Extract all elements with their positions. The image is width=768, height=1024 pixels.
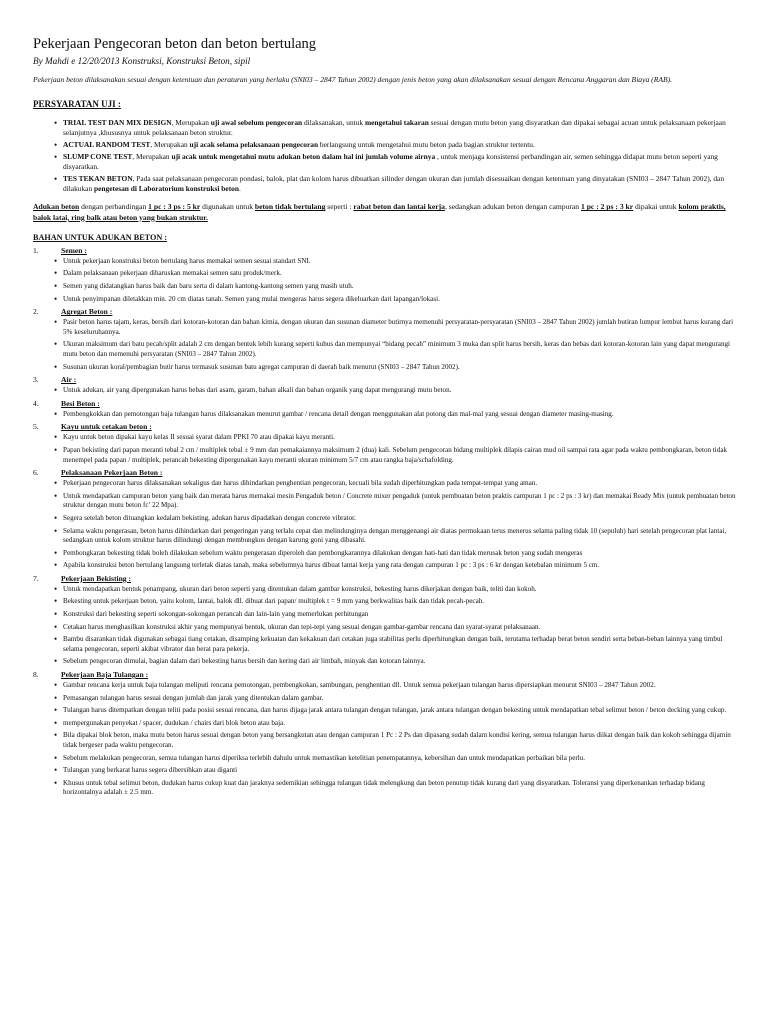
section-item: • Untuk pekerjaan konstruksi beton bertulang harus memakai semen sesuai standart SNI. xyxy=(63,257,737,267)
adukan-paragraph xyxy=(33,202,737,222)
adukan-term: Adukan beton xyxy=(33,202,80,212)
section-title: Pekerjaan Bekisting : xyxy=(61,573,132,583)
persyaratan-term: SLUMP CONE TEST xyxy=(63,152,133,162)
section-item: • Segera setelah beton dituangkan kedalam bekisting, adukan harus dipadatkan dengan concrete vibrator. xyxy=(63,514,737,524)
section-number: 5. xyxy=(33,422,39,432)
adukan-ratio-2: 1 pc : 2 ps : 3 kr xyxy=(581,202,634,212)
persyaratan-text: berlangsung untuk mengetahui mutu beton pada bagian struktur tertentu. xyxy=(318,140,535,150)
section-heading xyxy=(33,307,737,317)
adukan-text: , sedangkan adukan beton dengan campuran xyxy=(444,202,581,212)
adukan-text: dipakai untuk xyxy=(633,202,679,212)
section-item: • Bekesting untuk pekerjaan beton, yaitu kolom, lantai, balok dll. dibuat dari papan/ multiplek t = 9 mm yang berkwalitas baik dan tidak pecah-pecah. xyxy=(63,597,737,607)
adukan-text: dengan perbandingan xyxy=(79,202,149,212)
section-heading xyxy=(33,422,737,432)
persyaratan-term: TES TEKAN BETON xyxy=(63,174,133,184)
section-item: • Sebelum melakukan pengecoran, semua tulangan harus diperiksa terlebih dahulu untuk memastikan ketelitian penempatannya, kebersihan dan untuk mendapatkan perbaikan bila perlu. xyxy=(63,754,737,764)
section-item: • Dalam pelaksanaan pekerjaan diharuskan memakai semen satu produk/merk. xyxy=(63,269,737,279)
section-title: Air : xyxy=(61,375,77,385)
persyaratan-term: mengetahui takaran xyxy=(364,118,429,128)
section-item: • Bila dipakai blok beton, maka mutu beton harus sesuai dengan beton yang bersangkutan atau dengan campuran 1 Pc : 2 Ps dan dipasang sudah dalam kondisi kering, semua tulangan harus diikat dengan baik dan kokoh sehingga dijamin tidak bergeser pada waktu pengecoran. xyxy=(63,731,737,750)
section-item: • Pekerjaan pengecoran harus dilaksanakan sekaligus dan harus dihindarkan penghentian pengecoran, kecuali bila sudah diperhitungkan pada tempat-tempat yang aman. xyxy=(63,479,737,489)
persyaratan-term: ACTUAL RANDOM TEST xyxy=(63,140,151,150)
section-title: Besi Beton : xyxy=(61,398,100,408)
section-item: • Ukuran maksimum dari batu pecah/split adalah 2 cm dengan bentuk lebih kurang seperti kubus dan mempunyai “bidang pecah” minimum 3 muka dan split harus bersih, keras dan bebas dari kotoran-kotoran lain yang dapat mengurangi mutu beton dan memenuhi persyaratan (SNI03 – 2847 Tahun 2002). xyxy=(63,340,737,359)
section-item: • Tulangan yang berkarat harus segera dibersihkan atau diganti xyxy=(63,766,737,776)
persyaratan-term: TRIAL TEST DAN MIX DESIGN xyxy=(63,118,172,128)
section-item: • Pembengkokkan dan pemotongan baja tulangan harus dilaksanakan menurut gambar / rencana detail dengan menggunakan alat potong dan mal-mal yang sesuai dengan diameter masing-masing. xyxy=(63,410,737,420)
bahan-sections xyxy=(33,246,737,798)
section-list xyxy=(33,257,737,304)
persyaratan-item xyxy=(63,174,737,194)
persyaratan-text: sesuai dengan mutu beton yang disyaratkan dan dipakai sebagai acuan untuk pelaksanaan pekerjaan selanjutnya ,khususnya untuk pelaksanaan beton struktur. xyxy=(63,118,726,138)
section-item: • Sebelum pengecoran dimulai, bagian dalam dari bekesting harus bersih dan kering dari air limbah, minyak dan kotoran lainnya. xyxy=(63,657,737,667)
section-item: • Untuk penyimpanan diletakkan min. 20 cm diatas tanah. Semen yang mulai mengeras harus segera dikeluarkan dari lapangan/lokasi. xyxy=(63,295,737,305)
section-heading xyxy=(33,399,737,409)
adukan-text: digunakan untuk xyxy=(200,202,255,212)
section-item: • Konstruksi dari bekesting seperti sokongan-sokongan perancah dan lain-lain yang memerlukan perhitungan xyxy=(63,610,737,620)
section-item: • Gambar rencana kerja untuk baja tulangan meliputi rencana pemotongan, pembengkokan, sambungan, penghentian dll. Untuk semua pekerjaan tulangan harus dipersiapkan menurut SNI03 – 2847 Tahun 2002. xyxy=(63,681,737,691)
persyaratan-text: , Merupakan xyxy=(171,118,211,128)
section-item: • mempergunakan penyekat / spacer, dudukan / chairs dari blok beton atau baja. xyxy=(63,719,737,729)
section-number: 1. xyxy=(33,245,39,255)
section-item: • Selama waktu pengerasan, beton harus dihindarkan dari pengeringan yang terlalu cepat dan melindunginya dengan menggenangi air diatas permukaan terus menerus selama paling tidak 10 (sepuluh) hari setelah pengecoran plat lantai, sedangkan untuk kolom struktur harus dilindungi dengan membungkus dengan karung goni yang dibasahi. xyxy=(63,527,737,546)
section-number: 4. xyxy=(33,398,39,408)
persyaratan-text: , untuk menjaga konsistensi perbandingan air, semen sehingga didapat mutu beton seperti yang disyaratkan. xyxy=(63,152,718,172)
page-title: Pekerjaan Pengecoran beton dan beton bertulang xyxy=(33,36,317,52)
persyaratan-text: , Pada saat pelaksanaan pengecoran pondasi, balok, plat dan kolom harus dibuatkan silinder dengan ukuran dan jumlah disesuaikan dengan ketentuan yang dinyatakan (SNI03 – 2847 Tahun 2002), dan dilakukan xyxy=(63,174,725,194)
section-heading xyxy=(33,468,737,478)
byline: By Mahdi e 12/20/2013 Konstruksi, Konstruksi Beton, sipil xyxy=(33,56,251,66)
section-title: Agregat Beton : xyxy=(61,307,113,317)
section-title: Pekerjaan Baja Tulangan : xyxy=(61,670,149,680)
section-number: 6. xyxy=(33,468,39,478)
adukan-term: kolom praktis, balok latai, ring balk atau beton yang bukan struktur. xyxy=(33,202,726,222)
section-item: • Cetakan harus menghasilkan konstruksi akhir yang mempunyai bentuk, ukuran dan tepi-tepi yang sesuai dengan gambar-gambar rencana dan syarat-syarat pelaksanaan. xyxy=(63,623,737,633)
adukan-term: rabat beton dan lantai kerja xyxy=(353,202,445,212)
persyaratan-item xyxy=(63,152,737,172)
section-heading xyxy=(33,574,737,584)
persyaratan-term: uji awal sebelum pengecoran xyxy=(210,118,303,128)
section-list xyxy=(33,386,737,396)
section-number: 2. xyxy=(33,307,39,317)
section-number: 7. xyxy=(33,573,39,583)
persyaratan-heading: PERSYARATAN UJI : xyxy=(33,99,121,110)
persyaratan-text: , Merupakan xyxy=(132,152,172,162)
persyaratan-item xyxy=(63,140,737,150)
persyaratan-term: uji acak untuk mengetahui mutu adukan beton dalam hal ini jumlah volume airnya xyxy=(171,152,436,162)
persyaratan-term: pengetesan di Laboratorium konstruksi beton xyxy=(94,184,239,194)
section-list xyxy=(33,585,737,667)
section-item: • Kayu untuk beton dipakai kayu kelas II sesuai syarat dalam PPKI 70 atau dipakai kayu meranti. xyxy=(63,433,737,443)
section-item: • Untuk mendapatkan bentuk penampang, ukuran dari beton seperti yang ditentukan dalam gambar konstruksi, bekesting harus dikerjakan dengan baik, teliti dan kokoh. xyxy=(63,585,737,595)
adukan-ratio-1: 1 pc : 3 ps : 5 kr xyxy=(148,202,201,212)
persyaratan-term: uji acak selama pelaksanaan pengecoran xyxy=(189,140,319,150)
section-item: • Pembongkaran bekesting tidak boleh dilakukan sebelum waktu pengerasan diperoleh dan pembongkarannya dilakukan dengan hati-hati dan tidak merusak beton yang sudah mengeras xyxy=(63,549,737,559)
section-item: • Untuk mendapatkan campuran beton yang baik dan merata harus memakai mesin Pengaduk beton / Concrete mixer pengaduk (untuk pembuatan beton praktis campuran 1 pc : 2 ps : 3 kr) dan memakai Ready Mix (untuk pembuatan beton struktur dengan mutu beton fc’ 22 Mpa). xyxy=(63,492,737,511)
persyaratan-text: dilaksanakan, untuk xyxy=(302,118,365,128)
persyaratan-text: , Merupakan xyxy=(150,140,190,150)
section-item: • Pemasangan tulangan harus sesuai dengan jumlah dan jarak yang ditentukan dalam gambar. xyxy=(63,694,737,704)
section-title: Pelaksanaan Pekerjaan Beton : xyxy=(61,468,163,478)
adukan-term: beton tidak bertulang xyxy=(254,202,326,212)
section-list xyxy=(33,479,737,571)
section-item: • Untuk adukan, air yang dipergunakan harus bebas dari asam, garam, bahan alkali dan bahan organik yang dapat mengurangi mutu beton. xyxy=(63,386,737,396)
section-heading xyxy=(33,670,737,680)
section-item: • Papan bekisting dari papan meranti tebal 2 cm / multiplek tebal ± 9 mm dan pemakaiannya maksimum 2 (dua) kali. Sebelum pengecoran bidang multiplek dilapis cairan mud oil sampai rata agar pada waktu pembongkaran, beton tidak menempel pada papan / multiplek, perancah bekesting dipergunakan kayu meranti ukuran minimum 5/7 cm atau rangka baja/schafolding. xyxy=(63,446,737,465)
section-item: • Tulangan harus ditempatkan dengan teliti pada posisi sesuai rencana, dan harus dijaga jarak antara tulangan dengan tulangan, jarak antara tulangan dengan bekesting untuk mendapatkan tebal selimut beton / beton decking yang cukup. xyxy=(63,706,737,716)
section-list xyxy=(33,410,737,420)
section-number: 8. xyxy=(33,670,39,680)
adukan-text: seperti : xyxy=(325,202,354,212)
persyaratan-list xyxy=(33,118,737,194)
persyaratan-text: . xyxy=(238,184,241,194)
section-item: • Apabila konstruksi beton bertulang langsung terletak diatas tanah, maka sebelumnya harus dibuat lantai kerja yang rata dengan campuran 1 pc : 3 ps : 6 kr dengan ketebalan minimum 5 cm. xyxy=(63,561,737,571)
section-item: • Semen yang didatangkan harus baik dan baru serta di dalam kantong-kantong semen yang masih utuh. xyxy=(63,282,737,292)
bahan-heading: BAHAN UNTUK ADUKAN BETON : xyxy=(33,232,168,242)
section-title: Kayu untuk cetakan beton : xyxy=(61,422,152,432)
persyaratan-item xyxy=(63,118,737,138)
section-heading xyxy=(33,246,737,256)
document-page xyxy=(33,36,737,801)
section-item: • Bambu disarankan tidak digunakan sebagai tiang cetakan, disamping kekuatan dan kekakuan dari cetakan juga stabilitas perlu diperhitungkan dengan baik, terutama terhadap berat beton sendiri serta beban-beban lainnya yang timbul selama pengecoran, seperti akibat vibrator dan berat para pekerja. xyxy=(63,635,737,654)
section-heading xyxy=(33,375,737,385)
section-item: • Pasir beton harus tajam, keras, bersih dari kotoran-kotoran dan bahan kimia, dengan ukuran dan susunan diameter butirnya memenuhi persyaratan-persyaratan (SNI03 – 2847 Tahun 2002) jumlah butiran lumpur lembut harus kurang dari 5% keseluruhannya. xyxy=(63,318,737,337)
section-number: 3. xyxy=(33,375,39,385)
section-list xyxy=(33,318,737,372)
section-item: • Khusus untuk tebal selimut beton, dudukan harus cukup kuat dan jaraknya sedemikian sehingga tulangan tidak melengkung dan beton penutup tidak kurang dari yang disyaratkan. Toleransi yang diperkenankan terhadap bidang horizontalnya adalah ± 2.5 mm. xyxy=(63,779,737,798)
section-title: Semen : xyxy=(61,245,87,255)
section-list xyxy=(33,433,737,465)
intro-paragraph: Pekerjaan beton dilaksanakan sesuai dengan ketentuan dan peraturan yang berlaku (SNI03 – 2847 Tahun 2002) dengan jenis beton yang akan dilaksanakan sesuai dengan Rencana Anggaran dan Biaya (RAB). xyxy=(33,75,673,84)
section-list xyxy=(33,681,737,798)
section-item: • Susunan ukuran koral/pembagian butir harus termasuk susunan batu agregat campuran di daerah baik menurut (SNI03 – 2847 Tahun 2002). xyxy=(63,363,737,373)
